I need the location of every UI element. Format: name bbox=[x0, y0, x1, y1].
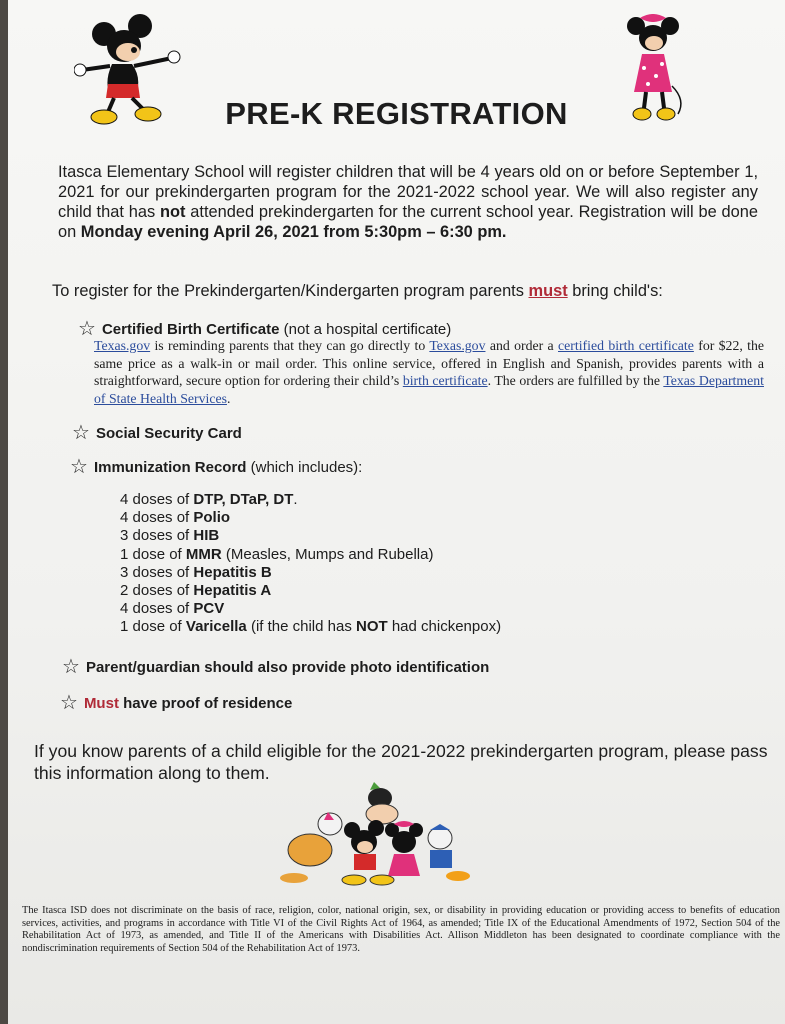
star-icon: ☆ bbox=[78, 318, 96, 340]
star-icon: ☆ bbox=[60, 692, 78, 714]
star-icon: ☆ bbox=[72, 422, 90, 444]
certified-birth-certificate-link[interactable]: certified birth certificate bbox=[558, 338, 694, 353]
requirements-heading: To register for the Prekindergarten/Kindergarten program parents must bring child's: bbox=[52, 282, 663, 300]
list-item: 2 doses of Hepatitis A bbox=[120, 582, 272, 600]
intro-paragraph: Itasca Elementary School will register children that will be 4 years old on or before September 1, 2021 for our prekindergarten program for the 2021-2022 school year. We will also register any child that has not attended prekindergarten for the current school year. Registration will be done on Monday evening April 26, 2021 from 5:30pm – 6:30 pm. bbox=[58, 163, 758, 241]
photo-id-item: ☆ Parent/guardian should also provide photo identification bbox=[62, 656, 490, 678]
page-title: PRE-K REGISTRATION bbox=[225, 96, 568, 131]
list-item: 1 dose of MMR (Measles, Mumps and Rubella) bbox=[120, 545, 434, 563]
list-item: 3 doses of HIB bbox=[120, 527, 220, 545]
list-item: 4 doses of DTP, DTaP, DT. bbox=[120, 491, 298, 508]
closing-paragraph: If you know parents of a child eligible for the 2021-2022 prekindergarten program, please pass this information along to them. bbox=[34, 741, 768, 783]
dose-list bbox=[120, 491, 501, 637]
immunization-item: ☆ Immunization Record (which includes): bbox=[70, 456, 363, 478]
texas-gov-link-2[interactable]: Texas.gov bbox=[429, 338, 486, 353]
list-item: 3 doses of Hepatitis B bbox=[120, 563, 272, 581]
texas-gov-link[interactable]: Texas.gov bbox=[94, 338, 151, 353]
list-item: 4 doses of PCV bbox=[120, 600, 225, 618]
disney-characters-group-illustration bbox=[270, 780, 470, 888]
list-item: 1 dose of Varicella (if the child has NOT had chickenpox) bbox=[120, 618, 502, 636]
star-icon: ☆ bbox=[70, 456, 88, 478]
dshs-link[interactable]: Texas Department of State Health Services bbox=[94, 373, 764, 406]
star-icon: ☆ bbox=[62, 656, 80, 678]
flyer-page bbox=[8, 0, 785, 1024]
residence-item: ☆ Must have proof of residence bbox=[60, 692, 293, 714]
birth-certificate-description: Texas.gov is reminding parents that they can go directly to Texas.gov and order a certified birth certificate for $22, the same price as a walk-in or mail order. This online service, offered in English and Spanish, provides parents with a straightforward, secure option for ordering their child’s birth certificate. The orders are fulfilled by the Texas Department of State Health Services. bbox=[94, 338, 764, 406]
nondiscrimination-notice: The Itasca ISD does not discriminate on the basis of race, religion, color, national origin, sex, or disability in providing education or providing access to benefits of education services, activities, and programs in accordance with Title VI of the Civil Rights Act of 1964, as amended; Title IX of the Educational Amendments of 1972, Section 504 of the Rehabilitation Act of 1973, as amended, and Title II of the Americans with Disabilities Act. Allison Middleton has been designated to coordinate compliance with the nondiscrimination requirements of Section 504 of the Rehabilitation Act of 1973. bbox=[22, 905, 780, 954]
social-security-item: ☆ Social Security Card bbox=[72, 422, 242, 444]
birth-certificate-link[interactable]: birth certificate bbox=[402, 373, 488, 389]
list-item: 4 doses of Polio bbox=[120, 509, 231, 527]
birth-certificate-item: ☆ Certified Birth Certificate (not a hospital certificate) bbox=[78, 318, 452, 340]
